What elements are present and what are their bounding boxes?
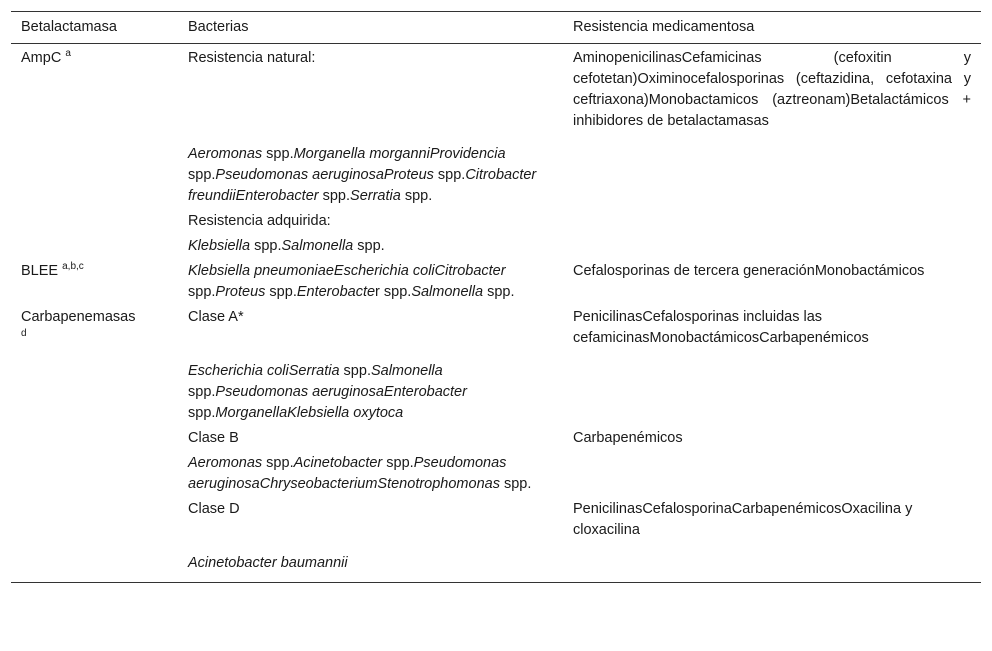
header-bacterias: Bacterias [178, 12, 563, 44]
ampc-resistance: AminopenicilinasCefamicinas (cefoxitin y cefotetan)Oximinocefalosporinas (ceftazidina, cefotaxina y ceftriaxona)Monobactamicos (aztreonam)Betalactámicos + inhibidores de betalactamasas [573, 50, 971, 129]
text-segment: spp. [188, 384, 216, 400]
species-name: Klebsiella pneumoniae [188, 263, 334, 279]
header-betalactamasa: Betalactamasa [11, 12, 178, 44]
table-row [11, 551, 981, 583]
species-name: Pseudomonas aeruginosa [215, 167, 384, 183]
table-row [11, 426, 981, 451]
species-name: Pseudomonas aeruginosa [215, 384, 384, 400]
species-name: Escherichia coli [188, 363, 289, 379]
text-segment: r spp. [375, 284, 412, 300]
table-row [11, 142, 981, 209]
species-name: Aeromonas [188, 455, 263, 471]
blee-bacteria [178, 259, 563, 305]
text-segment: spp. [339, 363, 371, 379]
carb-classA-label: Clase A* [188, 309, 244, 325]
species-name: Morganella [215, 405, 288, 421]
carb-classB-label: Clase B [188, 430, 239, 446]
species-name: Klebsiella [188, 238, 251, 254]
text-segment: spp. [265, 284, 297, 300]
species-name: Salmonella [370, 363, 443, 379]
species-name: Acinetobacter [293, 455, 383, 471]
header-resistencia: Resistencia medicamentosa [563, 12, 981, 44]
species-name: Pseudomonas aeruginosa [188, 455, 507, 492]
text-segment: spp. [483, 284, 515, 300]
species-name: Chryseobacterium [259, 476, 378, 492]
enzyme-ampc: AmpC $^a$ [21, 48, 71, 66]
table-row [11, 259, 981, 305]
table-row [11, 305, 981, 359]
carb-classB-resistance: Carbapenémicos [573, 430, 683, 446]
ampc-natural-bacteria [178, 142, 563, 209]
text-segment: spp. [188, 284, 216, 300]
species-name: Citrobacter freundii [188, 167, 537, 204]
species-name: Providencia [429, 146, 506, 162]
species-name: Aeromonas [188, 146, 263, 162]
species-name: Salmonella [281, 238, 354, 254]
header-row [11, 12, 981, 44]
carb-classD-resistance: PenicilinasCefalosporinaCarbapenémicosOxacilina y cloxacilina [573, 501, 913, 538]
table-row [11, 359, 981, 426]
text-segment: spp. [262, 146, 294, 162]
carb-classD-bacteria [178, 551, 563, 583]
table-row [11, 497, 981, 551]
species-name: Citrobacter [434, 263, 506, 279]
text-segment: spp. [382, 455, 414, 471]
ampc-natural-label: Resistencia natural: [188, 50, 316, 66]
table-row [11, 451, 981, 497]
species-name: Salmonella [411, 284, 484, 300]
enzyme-carbapenemasas: Carbapenemasas $^d$ [21, 309, 136, 340]
species-name: Acinetobacter baumannii [188, 555, 348, 571]
species-name: Enterobacte [296, 284, 376, 300]
text-segment: spp. [499, 476, 532, 492]
carb-classB-bacteria [178, 451, 563, 497]
text-segment: spp. [188, 167, 216, 183]
blee-resistance: Cefalosporinas de tercera generaciónMonobactámicos [573, 263, 925, 279]
text-segment: spp. [318, 188, 351, 204]
carb-classA-bacteria [178, 359, 563, 426]
species-name: Stenotrophomonas [377, 476, 500, 492]
species-name: Serratia [350, 188, 401, 204]
text-segment: spp. [262, 455, 294, 471]
table-row [11, 44, 981, 143]
species-name: Escherichia coli [333, 263, 435, 279]
text-segment: spp. [250, 238, 282, 254]
table-row [11, 234, 981, 259]
enzyme-blee: BLEE $^{a,b,c}$ [21, 261, 84, 279]
carb-classD-label: Clase D [188, 501, 240, 517]
ampc-acquired-bacteria [178, 234, 563, 259]
species-name: Klebsiella oxytoca [287, 405, 404, 421]
species-name: Enterobacter [235, 188, 319, 204]
text-segment: spp. [433, 167, 466, 183]
species-name: Morganella morganni [293, 146, 430, 162]
species-name: Proteus [383, 167, 434, 183]
ampc-acquired-label: Resistencia adquirida: [188, 213, 331, 229]
species-name: Proteus [215, 284, 266, 300]
species-name: Serratia [288, 363, 340, 379]
betalactamase-table [11, 11, 981, 583]
text-segment: spp. [188, 405, 216, 421]
species-name: Enterobacter [383, 384, 467, 400]
carb-classA-resistance: PenicilinasCefalosporinas incluidas las cefamicinasMonobactámicosCarbapenémicos [573, 309, 869, 346]
table-row [11, 209, 981, 234]
text-segment: spp. [400, 188, 433, 204]
text-segment: spp. [353, 238, 385, 254]
